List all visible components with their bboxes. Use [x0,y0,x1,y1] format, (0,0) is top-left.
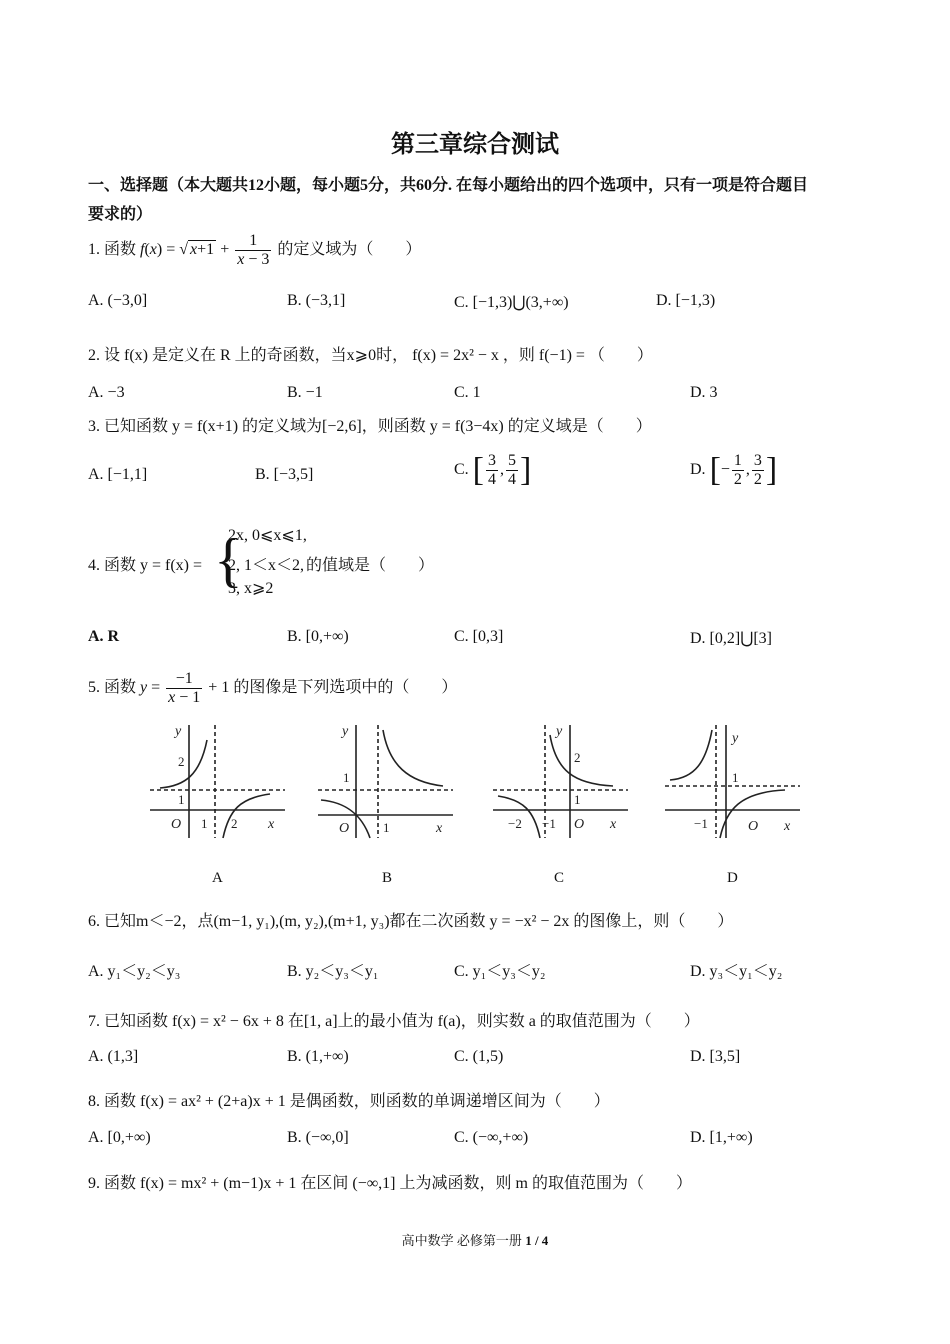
q8-option-d: D. [1,+∞) [690,1129,753,1146]
graph-b-tick-y1: 1 [343,770,350,785]
graph-b-x-label: x [436,821,443,836]
question-2: 2. 设 f(x) 是定义在 R 上的奇函数，当x⩾0时， f(x) = 2x² − x ，则 f(−1) = （ ） [88,347,653,364]
graph-caption-b: B [382,870,393,886]
q4-case-1: 2x, 0⩽x⩽1, [228,527,307,544]
q4-option-b: B. [0,+∞) [287,628,349,645]
q4-option-a: A. R [88,628,120,645]
q4-option-c: C. [0,3] [454,628,504,645]
graph-c-origin: O [574,817,585,832]
page-footer [0,1230,950,1249]
graph-a-x-label: x [268,817,275,832]
question-1 [88,232,421,269]
graph-c-y-label: y [556,724,563,739]
graph-d [660,720,805,840]
graph-d-tick-x1: −1 [694,816,708,831]
q5-suffix: 的图像是下列选项中的（ ） [233,679,458,697]
footer-page-number: 1 / 4 [525,1233,549,1248]
footer-subject: 高中数学 必修第一册 [401,1233,522,1248]
q1-option-c: C. [−1,3)⋃(3,+∞) [454,294,569,311]
graph-a [145,720,290,840]
question-6: 6. 已知m＜−2，点(m−1, y₁),(m, y₂),(m+1, y₃)都在二次函数 y = −x² − 2x 的图像上，则（ ） [88,913,734,930]
q2-option-d: D. 3 [690,384,718,401]
q4-brace: { [214,527,243,593]
graph-d-x-label: x [784,819,791,834]
graph-c [488,720,633,840]
graph-a-tick-x2: 2 [231,816,238,831]
graph-c-curve-right [550,735,613,786]
graph-caption-c: C [554,870,565,886]
q7-option-b: B. (1,+∞) [287,1048,349,1065]
q6-option-d: D. y₃＜y₁＜y₂ [690,963,783,980]
q3-option-d-label: D. [690,461,706,479]
graph-a-tick-x1: 1 [201,816,208,831]
graph-d-tick-y1: 1 [732,770,739,785]
section-heading-line2: 要求的） [88,206,153,223]
q8-option-b: B. (−∞,0] [287,1129,349,1146]
q6-option-a: A. y₁＜y₂＜y₃ [88,963,181,980]
graph-b-curve-right [383,730,443,786]
section-heading-line1: 一、选择题（本大题共12小题，每小题5分，共60分. 在每小题给出的四个选项中，只有一项是符合题目 [88,177,809,194]
q2-option-a: A. −3 [88,384,125,401]
question-3: 3. 已知函数 y = f(x+1) 的定义域为[−2,6]，则函数 y = f(3−4x) 的定义域是（ ） [88,418,652,435]
q4-option-d: D. [0,2]⋃[3] [690,630,772,647]
q1-option-a: A. (−3,0] [88,292,148,309]
q2-option-c: C. 1 [454,384,481,401]
graph-a-y-label: y [175,724,182,739]
q5-prefix: 5. 函数 [88,679,137,697]
q1-option-d: D. [−1,3) [656,292,716,309]
graph-c-tick-y2: 2 [574,750,581,765]
q7-option-c: C. (1,5) [454,1048,504,1065]
graph-b-y-label: y [342,724,349,739]
q7-option-a: A. (1,3] [88,1048,139,1065]
q8-option-a: A. [0,+∞) [88,1129,151,1146]
graph-caption-d: D [727,870,738,886]
graph-c-tick-y1: 1 [574,792,581,807]
graph-caption-a: A [212,870,223,886]
graph-d-y-label: y [732,731,739,746]
page-title: 第三章综合测试 [391,132,559,158]
q6-option-b: B. y₂＜y₃＜y₁ [287,963,379,980]
graph-a-tick-y1: 1 [178,792,185,807]
graph-c-x-label: x [610,817,617,832]
q1-suffix: 的定义域为（ ） [277,241,422,259]
graph-b-tick-x1: 1 [383,820,390,835]
q8-option-c: C. (−∞,+∞) [454,1129,529,1146]
q3-option-c-label: C. [454,461,469,479]
q3-option-d: D. [− $\frac{1}{2}$ , $\frac{3}{2}$ ] [690,451,778,489]
question-4-prefix: 4. 函数 y = f(x) = [88,557,203,574]
graph-d-origin: O [748,819,759,834]
graph-b-origin: O [339,821,350,836]
graph-d-curve-left [670,730,712,780]
graph-c-tick-x1: −2 [508,816,522,831]
q3-option-c: C. [ $\frac{3}{4}$ , $\frac{5}{4}$ ] [454,451,532,489]
q1-formula: f(x) = √ x+1 + $\frac{1}{x - 3}$ [140,232,270,268]
q3-option-b: B. [−3,5] [255,466,314,483]
question-9: 9. 函数 f(x) = mx² + (m−1)x + 1 在区间 (−∞,1] 上为减函数，则 m 的取值范围为（ ） [88,1175,692,1192]
graph-a-origin: O [171,817,182,832]
question-8: 8. 函数 f(x) = ax² + (2+a)x + 1 是偶函数，则函数的单调递增区间为（ ） [88,1093,610,1110]
q7-option-d: D. [3,5] [690,1048,741,1065]
q4-case-3: 3, x⩾2 [228,580,274,597]
graph-a-tick-y2: 2 [178,754,185,769]
q4-case-2: 2, 1＜x＜2, [228,557,305,574]
graph-c-tick-x2: −1 [542,816,556,831]
q1-prefix: 函数 [104,241,137,259]
graph-b [313,720,458,840]
q1-number: 1. [88,241,100,259]
q2-option-b: B. −1 [287,384,323,401]
q6-option-c: C. y₁＜y₃＜y₂ [454,963,546,980]
q4-suffix: 的值域是（ ） [306,557,435,574]
question-7: 7. 已知函数 f(x) = x² − 6x + 8 在[1, a]上的最小值为 f(a)，则实数 a 的取值范围为（ ） [88,1013,700,1030]
q3-option-a: A. [−1,1] [88,466,148,483]
question-5: 5. 函数 y = $\frac{-1}{x - 1}$ + 1 的图像是下列选项中的（ ） [88,670,458,706]
q1-option-b: B. (−3,1] [287,292,346,309]
